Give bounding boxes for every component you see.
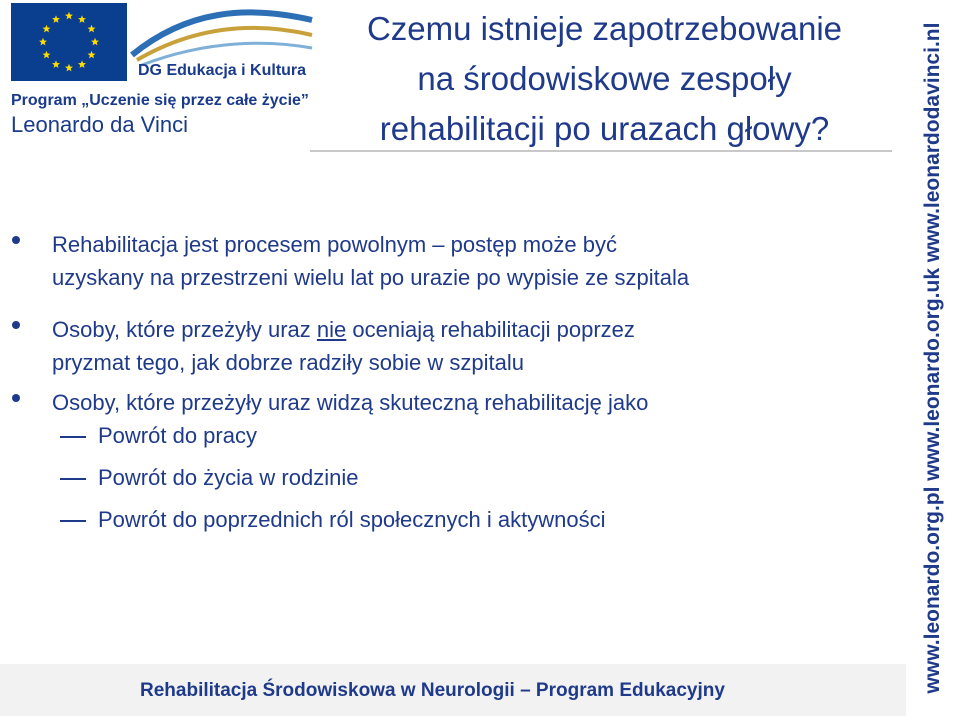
dash-icon [60, 478, 86, 480]
bullet-text: uzyskany na przestrzeni wielu lat po urazie po wypisie ze szpitala [52, 265, 690, 290]
eu-star-icon [52, 15, 60, 23]
side-url-strip [906, 0, 960, 716]
bullet-dot-icon [12, 236, 20, 244]
eu-star-icon [88, 25, 96, 33]
eu-star-icon [65, 12, 73, 20]
bullet-text: Osoby, które przeżyły uraz nie oceniają rehabilitacji poprzez [52, 317, 635, 342]
side-url-text: www.leonardo.org.pl www.leonardo.org.uk www.leonardodavinci.nl [921, 22, 944, 694]
title-line: rehabilitacji po urazach głowy? [379, 110, 830, 147]
sub-item: Powrót do poprzednich ról społecznych i aktywności [60, 500, 605, 540]
eu-star-icon [88, 51, 96, 59]
title-line: na środowiskowe zespoły [417, 60, 792, 97]
footer-text: Rehabilitacja Środowiskowa w Neurologii – Program Edukacyjny [140, 680, 725, 701]
eu-flag-icon [11, 3, 127, 81]
eu-star-icon [65, 64, 73, 72]
leonardo-logo [0, 0, 310, 150]
eu-star-icon [78, 60, 86, 68]
dash-icon [60, 520, 86, 522]
dash-icon [60, 436, 86, 438]
eu-star-icon [91, 38, 99, 46]
eu-star-icon [39, 38, 47, 46]
bullet-dot-icon [12, 321, 20, 329]
swoosh-icon [127, 0, 317, 70]
eu-star-icon [52, 60, 60, 68]
bullet-text: Rehabilitacja jest procesem powolnym – postęp może być [52, 232, 617, 257]
bullet-text: Osoby, które przeżyły uraz widzą skuteczną rehabilitację jako [52, 390, 649, 415]
eu-star-icon [42, 25, 50, 33]
dg-label: DG Edukacja i Kultura [138, 62, 307, 79]
underlined-word: nie [316, 317, 347, 342]
title-divider [310, 150, 892, 152]
eu-stars-icon [11, 3, 127, 81]
program-label: Program „Uczenie się przez całe życie” [11, 92, 309, 109]
leonardo-label: Leonardo da Vinci [11, 112, 188, 137]
eu-star-icon [78, 15, 86, 23]
sub-item: Powrót do pracy [60, 416, 257, 456]
slide-title [322, 4, 887, 154]
bullet-dot-icon [12, 394, 20, 402]
title-line: Czemu istnieje zapotrzebowanie [366, 10, 843, 47]
footer-bar [0, 664, 906, 716]
bullet-text: pryzmat tego, jak dobrze radziły sobie w szpitalu [52, 350, 524, 375]
sub-item: Powrót do życia w rodzinie [60, 458, 358, 498]
eu-star-icon [42, 51, 50, 59]
